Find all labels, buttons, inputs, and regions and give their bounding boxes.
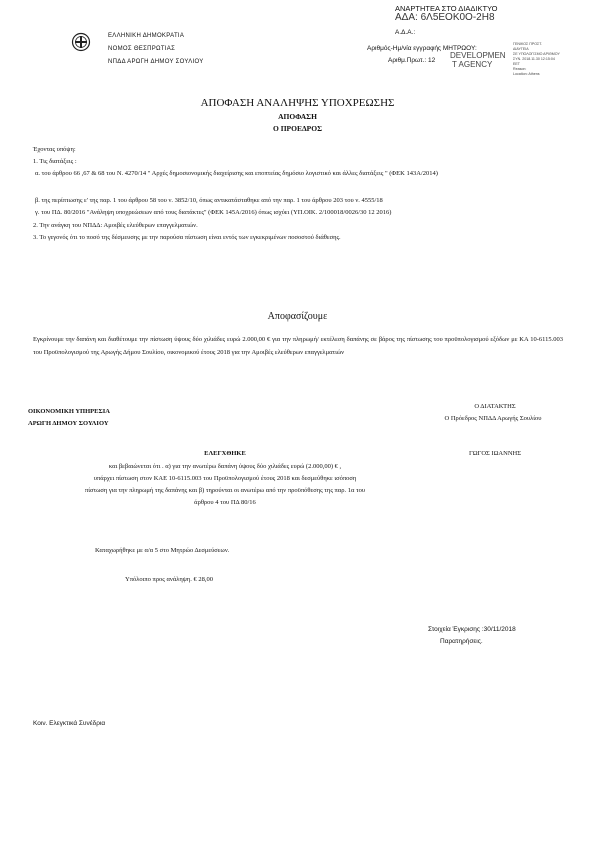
- intro-item-2: 2. Την ανάγκη του ΝΠΔΔ: Αμοιβές ελεύθερων επαγγελματιών.: [33, 222, 198, 229]
- check-heading: ΕΛΕΓΧΘΗΚΕ: [204, 450, 246, 457]
- stamp-line: ΣΕ ΥΠΟΛΟΓΙΣΜΟ ΑΡΙΘΜΟΥ: [513, 52, 560, 56]
- ada-field: Α.Δ.Α.:: [395, 29, 416, 36]
- ordering-officer: Ο ΔΙΑΤΑΚΤΗΣ: [474, 403, 516, 410]
- intro-item-1: 1. Τις διατάξεις :: [33, 158, 77, 165]
- header-prefecture: ΝΟΜΟΣ ΘΕΣΠΡΩΤΙΑΣ: [108, 46, 176, 52]
- stamp-line: Reason:: [513, 67, 527, 71]
- intro-item-1b: β. της περίπτωσης ε' της παρ. 1 του άρθρου 58 του ν. 3852/10, όπως αντικατάσταθηκε από την παρ. 1 του άρθρου 203 του ν. 4555/18: [35, 197, 383, 204]
- signature-stamp-text-2: T AGENCY: [452, 60, 493, 69]
- decision-body: Εγκρίνουμε την δαπάνη και διαθέτουμε την πίστωση ύψους δύο χιλιάδες ευρώ 2.000,00 € για την πληρωμή/ εκτέλεση δαπάνης σε βάρος της πίστωσης του προϋπολογισμού εξόδων με ΚΑ 10-6115.003 του Προϋπολογισμού της Αρωγής Δήμου Σουλίου, οικονομικού έτους 2018 για την Αμοιβές ελεύθερων επαγγελματιών: [33, 336, 563, 356]
- ada-code: ΑΔΑ: 6Λ5ΕΟΚ0Ο-2Η8: [395, 12, 495, 23]
- decision-heading: Αποφασίζουμε: [267, 311, 328, 322]
- signatory-name: ΓΩΓΟΣ ΙΩΑΝΝΗΣ: [468, 450, 521, 457]
- intro-item-1c: γ. του ΠΔ. 80/2016 "Ανάληψη υποχρεώσεων από τους διατάκτες" (ΦΕΚ 145Α/2016) όπως ισχύει (ΥΠ.ΟΙΚ. 2/100018/0026/30 12 2016): [35, 209, 392, 216]
- intro-having: Έχοντας υπόψη:: [33, 146, 76, 153]
- recipient: Κοιν. Ελεγκτικά Συνέδρια: [33, 720, 106, 727]
- registry-field: Αριθμός-Ημ/νία εγγραφής ΜΗΤΡΩΟΥ:: [367, 45, 477, 52]
- check-line-2: υπάρχει πίστωση στον ΚΑΕ 10-6115.003 του Προϋπολογισμού έτους 2018 και δεσμεύθηκε ισόποση: [93, 475, 357, 482]
- finance-service: ΟΙΚΟΝΟΜΙΚΗ ΥΠΗΡΕΣΙΑ: [28, 408, 110, 415]
- ada-label-top: ΑΝΑΡΤΗΤΕΑ ΣΤΟ ΔΙΑΔΙΚΤΥΟ: [395, 4, 498, 13]
- header-country: ΕΛΛΗΝΙΚΗ ΔΗΜΟΚΡΑΤΙΑ: [108, 33, 185, 39]
- approval-date: Στοιχεία Έγκρισης :30/11/2018: [428, 626, 516, 633]
- protocol-field: Αριθμ.Πρωτ.: 12: [388, 57, 436, 64]
- greek-emblem-icon: [71, 32, 91, 52]
- header-organization: ΝΠΔΔ ΑΡΩΓΗ ΔΗΜΟΥ ΣΟΥΛΙΟΥ: [108, 59, 204, 65]
- ordering-officer-title: Ο Πρόεδρος ΝΠΔΔ Αρωγής Σουλίου: [444, 415, 542, 422]
- stamp-line: ΔΙΑΥΓΕΙΑ: [513, 47, 529, 51]
- signature-stamp-text-1: DEVELOPMEN: [450, 51, 506, 60]
- intro-item-1a: α. του άρθρου 66 ,67 & 68 του Ν. 4270/14 " Αρχές δημοσιονομικής διαχείρισης και εποπτείας δημόσιο λογιστικό και άλλες διατάξεις " (ΦΕΚ 143Α/2014): [35, 170, 438, 177]
- document-title: ΑΠΟΦΑΣΗ ΑΝΑΛΗΨΗΣ ΥΠΟΧΡΕΩΣΗΣ: [200, 97, 395, 109]
- stamp-line: ΣΥΝ. 2018.11.30 12:15:04: [513, 57, 555, 61]
- registered-commitment: Καταχωρήθηκε με α/α 5 στο Μητρώο Δεσμεύσεων.: [95, 547, 230, 554]
- check-line-3: πίστωση για την πληρωμή της δαπάνης και β) τηρούνται οι ανωτέρω από την προϋπόθεσης της παρ. 1α του: [84, 487, 366, 494]
- stamp-line: EET: [513, 62, 520, 66]
- stamp-line: Location: Athens: [513, 72, 540, 76]
- document-subtitle: ΑΠΟΦΑΣΗ: [278, 112, 317, 121]
- intro-item-3: 3. Το γεγονός ότι το ποσό της δέσμευσης με την παρούσα πίστωση είναι εντός των εγκεκριμένων ποσοστού διάθεσης.: [33, 234, 341, 241]
- finance-organization: ΑΡΩΓΗ ΔΗΜΟΥ ΣΟΥΛΙΟΥ: [28, 420, 109, 427]
- document-issuer: Ο ΠΡΟΕΔΡΟΣ: [273, 124, 322, 133]
- approval-notes: Παρατηρήσεις.: [440, 638, 483, 645]
- signature-stamp-details: [513, 42, 560, 77]
- check-line-4: άρθρου 4 του ΠΔ 80/16: [194, 499, 256, 506]
- remaining-amount: Υπόλοιπο προς ανάληψη. € 28,00: [125, 576, 213, 583]
- stamp-line: ΓΕΝΙΚΟΣ ΠΡΟΣΤ.: [513, 42, 543, 46]
- check-line-1: και βεβαιώνεται ότι . α) για την ανωτέρω δαπάνη ύψους δύο χιλιάδες ευρώ (2.000,00) € ,: [108, 463, 342, 470]
